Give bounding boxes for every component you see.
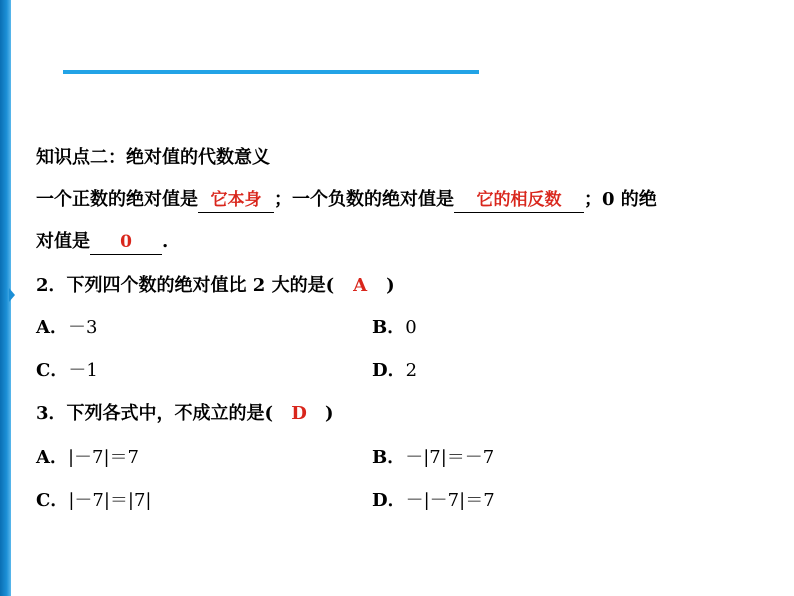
q2-option-a [36, 316, 97, 340]
q2-option-b-label: B． [372, 317, 406, 338]
q2-option-b [372, 316, 417, 340]
q3-option-a-label: A． [36, 447, 68, 468]
q2-option-b-value: 0 [405, 317, 417, 338]
fill-text-5: . [162, 231, 169, 252]
q3-option-a-value: |－7|＝7 [67, 447, 140, 468]
title-underline-rule [63, 70, 479, 74]
fill-line-2 [36, 230, 168, 255]
answer-2: 它的相反数 [476, 190, 562, 210]
fill-line-1 [36, 188, 657, 213]
q2-option-c-value: －1 [68, 360, 98, 381]
answer-1: 它本身 [210, 190, 262, 210]
q3-option-b-value: －|7|＝－7 [405, 447, 495, 468]
q2-option-d-value: 2 [405, 360, 418, 381]
q2-option-c-label: C． [36, 360, 69, 381]
left-bar-notch [9, 288, 15, 302]
knowledge-heading: 知识点二：绝对值的代数意义 [36, 147, 270, 168]
q3-option-d-value: －|－7|＝7 [405, 490, 495, 511]
q3-option-c [36, 489, 152, 513]
q3-answer: D [291, 403, 307, 424]
q3-option-d-label: D． [372, 490, 406, 511]
answer-3: 0 [120, 232, 132, 252]
fill-text-3: ；0 的绝 [584, 189, 657, 210]
q2-close-paren: ) [386, 275, 395, 296]
question-3-stem [36, 402, 334, 426]
q3-option-b [372, 446, 494, 470]
q2-stem-text: 2．下列四个数的绝对值比 2 大的是( [36, 275, 335, 296]
q2-answer: A [353, 275, 368, 296]
fill-text-4: 对值是 [36, 231, 90, 252]
q3-option-c-value: |－7|＝|7| [68, 490, 152, 511]
q3-option-b-label: B． [372, 447, 406, 468]
q2-option-a-label: A． [36, 317, 68, 338]
q3-option-a [36, 446, 139, 470]
blank-3 [90, 232, 162, 255]
q2-option-d-label: D． [372, 360, 406, 381]
q3-stem-text: 3．下列各式中，不成立的是( [36, 403, 274, 424]
q3-option-c-label: C． [36, 490, 69, 511]
q3-option-d [372, 489, 495, 513]
q2-option-d [372, 359, 417, 383]
q2-option-c [36, 359, 98, 383]
blank-2 [454, 190, 584, 213]
blank-1 [198, 190, 274, 213]
fill-text-1: 一个正数的绝对值是 [36, 189, 198, 210]
q3-close-paren: ) [325, 403, 334, 424]
question-2-stem [36, 274, 395, 298]
q2-option-a-value: －3 [67, 317, 98, 338]
fill-text-2: ；一个负数的绝对值是 [274, 189, 454, 210]
